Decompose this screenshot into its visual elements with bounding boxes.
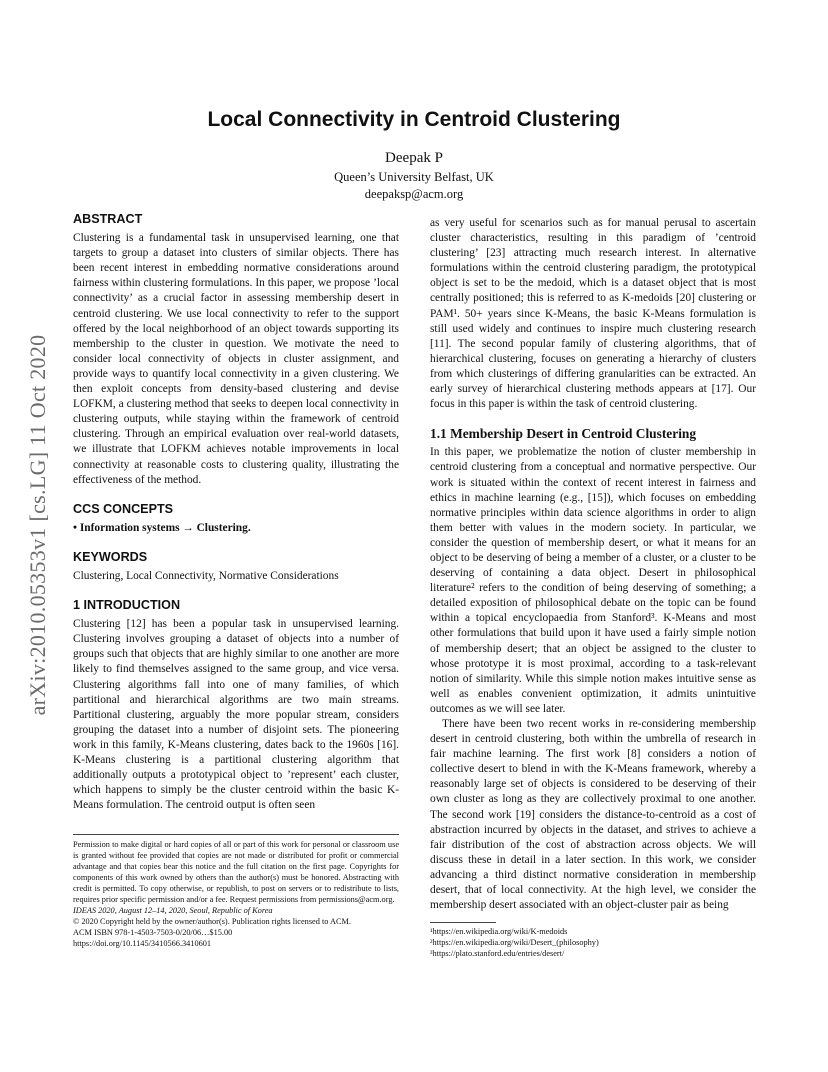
keywords-text: Clustering, Local Connectivity, Normative Considerations <box>73 569 339 582</box>
arxiv-id: arXiv:2010.05353v1 [cs.LG] 11 Oct 2020 <box>25 334 50 716</box>
author-email[interactable]: deepaksp@acm.org <box>364 187 464 201</box>
footnote-2[interactable]: ²https://en.wikipedia.org/wiki/Desert_(philosophy) <box>430 938 599 948</box>
left-column <box>73 212 399 813</box>
intro-paragraph-1: Clustering [12] has been a popular task in unsupervised learning. Clustering involves grouping a dataset of objects into a number of groups such that objects that are highly similar to one another are more likely to find themselves assigned to the same group, and vice versa. Clustering algorithms fall into one of many families, of which partitional and hierarchical algorithms are two main streams. Partitional clustering, arguably the more popular stream, considers grouping the dataset into a number of disjoint sets. The pioneering work in this family, K-Means clustering, dates back to the 1960s [16]. K-Means clustering is a partitional clustering algorithm that additionally outputs a prototypical object to ’represent’ each cluster, which happens to simply be the cluster centroid within the basic K-Means formulation. The centroid output is often seen <box>73 618 399 812</box>
section-1-1-paragraph-2: There have been two recent works in re-considering membership desert in centroid clustering, both within the umbrella of research in fair machine learning. The first work [8] considers a notion of collective desert to blend in with the K-Means framework, whereby a reasonably large set of objects is considered to be deserving of their own cluster as long as they are collectively proximal to one another. The second work [19] considers the distance-to-centroid as a cost of abstraction incurred by objects in the dataset, and strives to achieve a fair distribution of the cost of abstraction across objects. We will discuss these in detail in a later section. In this work, we consider advancing a third distinct normative consideration in membership desert, that of local connectivity. At the high level, we consider the membership desert associated with an object-cluster pair as being <box>430 718 756 912</box>
introduction-heading: 1 INTRODUCTION <box>73 598 181 613</box>
section-1-1-paragraph-1: In this paper, we problematize the notion of cluster membership in centroid clustering from a conceptual and normative perspective. Our work is situated within the context of recent interest in fairness and ethics in machine learning (e.g., [15]), which focuses on embedding normative principles within data science algorithms in order to align them better with values in the modern society. In particular, we consider the question of membership desert, or what it means for an object to be deserving of being a member of a cluster, or a cluster to be deserving of containing a data object. Desert in philosophical literature² refers to the condition of being deserving of something; a detailed exposition of philosophical debate on the topic can be found within a topical encyclopaedia from Stanford³. K-Means and most other formulations that build upon it have used a fairly simple notion of membership desert; that an object be assigned to the cluster to whose prototype it is most proximal, according to a task-relevant notion of similarity. While this simple notion makes intuitive sense as well as enables convenient optimization, it admits unintuitive outcomes as we will see later. <box>430 446 756 715</box>
venue-line: IDEAS 2020, August 12–14, 2020, Seoul, Republic of Korea <box>73 906 273 915</box>
arxiv-sidebar-stamp <box>18 290 58 760</box>
copyright-line: © 2020 Copyright held by the owner/author(s). Publication rights licensed to ACM. <box>73 917 351 926</box>
footnotes <box>430 926 760 960</box>
doi-link[interactable]: https://doi.org/10.1145/3410566.3410601 <box>73 939 212 948</box>
footnote-rule <box>430 922 496 923</box>
abstract-heading: ABSTRACT <box>73 212 143 226</box>
permission-rule <box>73 834 399 835</box>
author-affiliation: Queen’s University Belfast, UK <box>334 170 494 184</box>
keywords-heading: KEYWORDS <box>73 549 148 564</box>
intro-paragraph-continued: as very useful for scenarios such as for manual perusal to ascertain cluster characteristics, resulting in this paradigm of ’centroid clustering’ [23] attracting much research interest. In alternative formulations within the centroid clustering paradigm, the prototypical object is set to be the medoid, which is a dataset object that is most centrally positioned; this is referred to as K-medoids [20] clustering or PAM¹. 50+ years since K-Means, the basic K-Means formulation is still used widely and continues to inspire much clustering research [11]. The second popular family of clustering algorithms, that of hierarchical clustering, focuses on generating a hierarchy of clusters from which clusterings of differing granularities can be extracted. An early survey of hierarchical clustering methods appears at [17]. Our focus in this paper is within the task of centroid clustering. <box>430 217 756 411</box>
footnote-3[interactable]: ³https://plato.stanford.edu/entries/desert/ <box>430 949 565 959</box>
permission-block <box>73 839 399 949</box>
author-name: Deepak P <box>385 150 443 166</box>
abstract-text: Clustering is a fundamental task in unsupervised learning, one that targets to group a dataset into clusters of similar objects. There has been recent interest in embedding normative considerations around fairness within clustering formulations. In this paper, we propose ’local connectivity’ as a crucial factor in assessing membership desert in centroid clustering. We use local connectivity to refer to the support offered by the local neighborhood of an object towards supporting its membership to the cluster in question. We motivate the need to consider local connectivity of objects in cluster assignment, and provide ways to quantify local connectivity in a given clustering. We then exploit concepts from density-based clustering and devise LOFKM, a clustering method that seeks to deepen local connectivity in clustering outputs, while staying within the framework of centroid clustering. Through an empirical evaluation over real-world datasets, we illustrate that LOFKM achieves notable improvements in local connectivity at reasonable costs to clustering quality, illustrating the effectiveness of the method. <box>73 232 399 486</box>
right-column <box>430 216 756 913</box>
footnote-1[interactable]: ¹https://en.wikipedia.org/wiki/K-medoids <box>430 927 568 936</box>
section-1-1-heading: 1.1 Membership Desert in Centroid Clustering <box>430 426 697 442</box>
paper-title: Local Connectivity in Centroid Clustering <box>207 108 621 131</box>
ccs-text: • Information systems → Clustering. <box>73 521 251 534</box>
permission-text: Permission to make digital or hard copies of all or part of this work for personal or classroom use is granted without fee provided that copies are not made or distributed for profit or commercial advantage and that copies bear this notice and the full citation on the first page. Copyrights for components of this work owned by others than the author(s) must be honored. Abstracting with credit is permitted. To copy otherwise, or republish, to post on servers or to redistribute to lists, requires prior specific permission and/or a fee. Request permissions from permissions@acm.org. <box>73 840 399 904</box>
isbn-line: ACM ISBN 978-1-4503-7503-0/20/06…$15.00 <box>73 928 233 937</box>
ccs-heading: CCS CONCEPTS <box>73 501 174 516</box>
